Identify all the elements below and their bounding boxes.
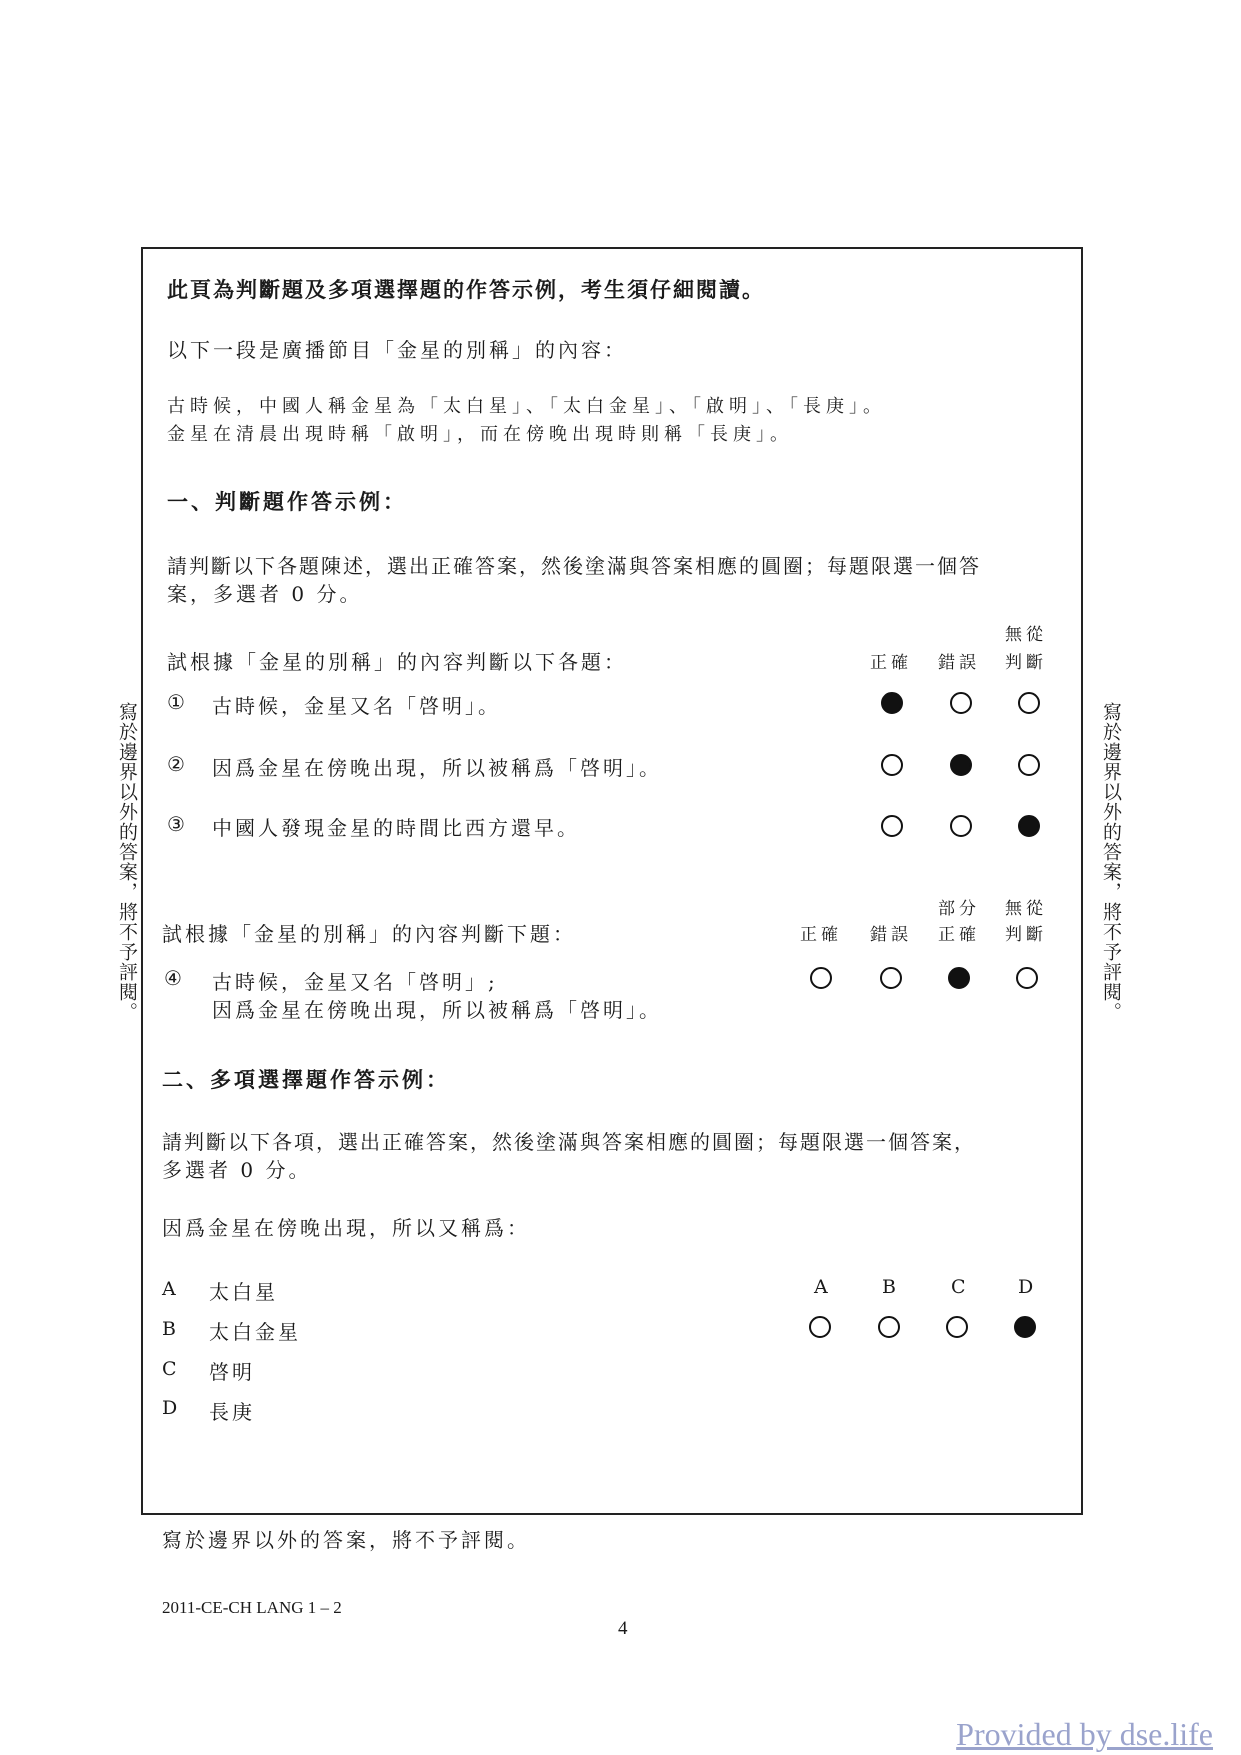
item-3-number: ③ (167, 812, 185, 836)
option-a-text: 太白星 (209, 1280, 278, 1304)
right-margin-note: 寫於邊界以外的答案，將不予評閱。 (1100, 702, 1122, 1022)
item-2-option-wrong[interactable] (950, 754, 972, 776)
item-1-text: 古時候，金星又名「啓明」。 (212, 694, 501, 718)
mc-option-d[interactable] (1014, 1316, 1036, 1338)
watermark-link[interactable]: Provided by dse.life (956, 1716, 1213, 1752)
item-3-option-cannot[interactable] (1018, 815, 1040, 837)
section2-instruction-line-1: 請判斷以下各項，選出正確答案，然後塗滿與答案相應的圓圈；每題限選一個答案， (162, 1130, 976, 1154)
section1-instruction-line-2: 案，多選者 0 分。 (167, 582, 363, 606)
answer-letter-a: A (814, 1276, 828, 1298)
header-correct: 正確 (870, 653, 912, 673)
header-b-wrong: 錯誤 (870, 925, 912, 945)
section1-instruction-line-1: 請判斷以下各題陳述，選出正確答案，然後塗滿與答案相應的圓圈；每題限選一個答 (167, 554, 981, 578)
header-b-partial-line-1: 部分 (938, 899, 980, 919)
left-margin-note: 寫於邊界以外的答案，將不予評閱。 (116, 702, 138, 1022)
paper-code: 2011-CE-CH LANG 1 – 2 (162, 1598, 342, 1617)
section2-instruction-line-2: 多選者 0 分。 (162, 1158, 312, 1182)
item-4-option-correct[interactable] (810, 967, 832, 989)
item-2-option-correct[interactable] (881, 754, 903, 776)
item-4-number: ④ (164, 966, 182, 990)
header-b-cannot-line-1: 無從 (1005, 899, 1047, 919)
mc-option-a[interactable] (809, 1316, 831, 1338)
section1-prompt-b: 試根據「金星的別稱」的內容判斷下題： (162, 922, 576, 946)
header-cannot-line-1: 無從 (1005, 625, 1047, 645)
item-4-option-partial[interactable] (948, 967, 970, 989)
section2-title: 二、多項選擇題作答示例： (162, 1068, 450, 1092)
instruction-title: 此頁為判斷題及多項選擇題的作答示例，考生須仔細閱讀。 (167, 278, 765, 302)
item-4-option-cannot[interactable] (1016, 967, 1038, 989)
page-number: 4 (618, 1618, 628, 1639)
header-b-cannot-line-2: 判斷 (1005, 925, 1047, 945)
header-cannot-line-2: 判斷 (1005, 653, 1047, 673)
option-c-letter: C (162, 1358, 177, 1380)
item-4-option-wrong[interactable] (880, 967, 902, 989)
passage-line-2: 金星在清晨出現時稱「啟明」，而在傍晚出現時則稱「長庚」。 (167, 424, 793, 445)
mc-option-b[interactable] (878, 1316, 900, 1338)
bottom-margin-note: 寫於邊界以外的答案，將不予評閱。 (162, 1528, 530, 1552)
item-1-option-wrong[interactable] (950, 692, 972, 714)
option-c-text: 啓明 (209, 1360, 255, 1384)
passage-line-1: 古時候，中國人稱金星為「太白星」、「太白金星」、「啟明」、「長庚」。 (167, 396, 886, 417)
mc-option-c[interactable] (946, 1316, 968, 1338)
item-3-text: 中國人發現金星的時間比西方還早。 (212, 816, 580, 840)
answer-letter-c: C (951, 1276, 966, 1298)
header-b-correct: 正確 (800, 925, 842, 945)
option-b-text: 太白金星 (209, 1320, 301, 1344)
header-wrong: 錯誤 (938, 653, 980, 673)
section1-title: 一、判斷題作答示例： (167, 490, 407, 514)
option-d-text: 長庚 (209, 1400, 255, 1424)
option-d-letter: D (162, 1397, 178, 1419)
header-b-partial-line-2: 正確 (938, 925, 980, 945)
item-4-line-1: 古時候，金星又名「啓明」; (212, 970, 498, 994)
item-3-option-correct[interactable] (881, 815, 903, 837)
section2-question: 因爲金星在傍晚出現，所以又稱爲： (162, 1216, 530, 1240)
item-1-number: ① (167, 690, 185, 714)
item-1-option-correct[interactable] (881, 692, 903, 714)
item-3-option-wrong[interactable] (950, 815, 972, 837)
item-2-option-cannot[interactable] (1018, 754, 1040, 776)
option-a-letter: A (162, 1278, 176, 1300)
passage-intro: 以下一段是廣播節目「金星的別稱」的內容： (167, 338, 627, 362)
answer-letter-b: B (882, 1276, 896, 1298)
option-b-letter: B (162, 1318, 176, 1340)
item-2-text: 因爲金星在傍晚出現，所以被稱爲「啓明」。 (212, 756, 662, 780)
section1-prompt-a: 試根據「金星的別稱」的內容判斷以下各題： (167, 650, 627, 674)
item-1-option-cannot[interactable] (1018, 692, 1040, 714)
item-4-line-2: 因爲金星在傍晚出現，所以被稱爲「啓明」。 (212, 998, 662, 1022)
item-2-number: ② (167, 752, 185, 776)
answer-letter-d: D (1018, 1276, 1034, 1298)
